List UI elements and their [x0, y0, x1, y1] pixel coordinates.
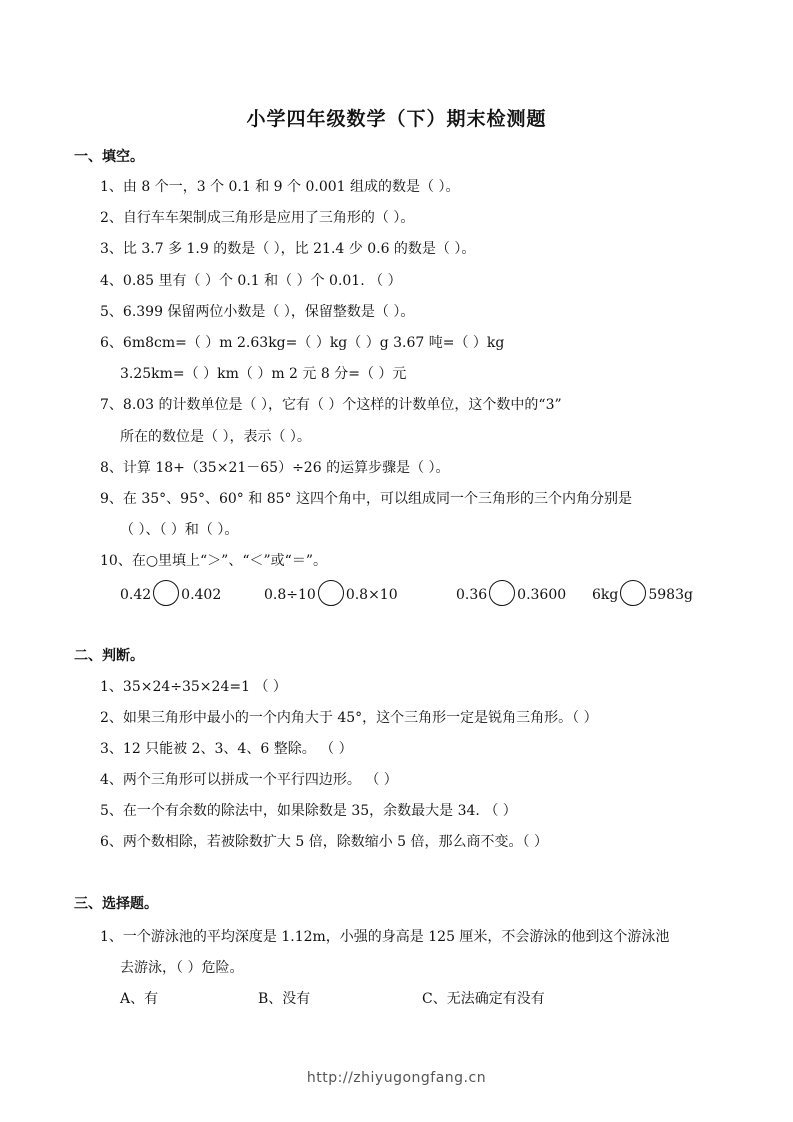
comparison-item [264, 582, 398, 608]
question-fill-5: 5、6.399 保留两位小数是（ ），保留整数是（ ）。 [100, 304, 415, 320]
question-fill-9: 9、在 35°、95°、60° 和 85° 这四个角中，可以组成同一个三角形的三个内角分别是 [100, 491, 632, 507]
question-fill-9-line2: （ ）、（ ）和（ ）。 [120, 522, 239, 538]
question-fill-6: 6、6m8cm=（ ）m 2.63kg=（ ）kg（ ）g 3.67 吨=（ ）kg [100, 335, 505, 351]
section-heading-judge: 二、判断。 [74, 648, 144, 664]
comparison-left: 0.8÷10 [264, 587, 316, 603]
question-fill-1: 1、由 8 个一，3 个 0.1 和 9 个 0.001 组成的数是（ ）。 [100, 179, 460, 195]
question-fill-3: 3、比 3.7 多 1.9 的数是（ ），比 21.4 少 0.6 的数是（ ）。 [100, 241, 476, 257]
comparison-right: 0.8×10 [345, 587, 398, 603]
question-judge-4: 4、两个三角形可以拼成一个平行四边形。 （ ） [100, 772, 398, 788]
question-judge-2: 2、如果三角形中最小的一个内角大于 45°，这个三角形一定是锐角三角形。（ ） [100, 710, 598, 726]
blank-circle-icon[interactable] [153, 580, 179, 606]
question-fill-8: 8、计算 18+（35×21－65）÷26 的运算步骤是（ ）。 [100, 460, 450, 476]
choice-option-a[interactable]: A、有 [120, 991, 159, 1007]
comparison-left: 6kg [592, 587, 619, 603]
question-choice-1-line2: 去游泳，（ ）危险。 [120, 960, 244, 976]
comparison-right: 5983g [648, 587, 693, 603]
page-title: 小学四年级数学（下）期末检测题 [246, 108, 547, 130]
blank-circle-icon[interactable] [489, 580, 515, 606]
comparison-left: 0.36 [456, 587, 488, 603]
blank-circle-icon[interactable] [318, 580, 344, 606]
comparison-right: 0.3600 [517, 587, 567, 603]
question-fill-6-line2: 3.25km=（ ）km（ ）m 2 元 8 分=（ ）元 [120, 366, 407, 382]
question-fill-7: 7、8.03 的计数单位是（ ），它有（ ）个这样的计数单位，这个数中的“3” [100, 397, 562, 413]
question-choice-1: 1、一个游泳池的平均深度是 1.12m，小强的身高是 125 厘米，不会游泳的他到这个游泳池 [100, 929, 670, 945]
question-judge-3: 3、12 只能被 2、3、4、6 整除。 （ ） [100, 741, 353, 757]
comparison-right: 0.402 [181, 587, 222, 603]
section-heading-fill-in: 一、填空。 [74, 149, 144, 165]
question-fill-4: 4、0.85 里有（ ）个 0.1 和（ ）个 0.01. （ ） [100, 273, 402, 289]
footer-url[interactable]: http://zhiyugongfang.cn [306, 1070, 487, 1086]
question-judge-6: 6、两个数相除，若被除数扩大 5 倍，除数缩小 5 倍，那么商不变。（ ） [100, 834, 548, 850]
choice-option-b[interactable]: B、没有 [258, 991, 311, 1007]
question-fill-7-line2: 所在的数位是（ ），表示（ ）。 [120, 429, 311, 445]
comparison-left: 0.42 [120, 587, 152, 603]
comparison-item [592, 582, 693, 608]
section-heading-choice: 三、选择题。 [74, 896, 158, 912]
question-judge-5: 5、在一个有余数的除法中，如果除数是 35，余数最大是 34. （ ） [100, 803, 517, 819]
comparison-item [120, 582, 221, 608]
question-fill-2: 2、自行车车架制成三角形是应用了三角形的（ ）。 [100, 210, 415, 226]
choice-option-c[interactable]: C、无法确定有没有 [422, 991, 545, 1007]
question-judge-1: 1、35×24÷35×24=1 （ ） [100, 679, 287, 695]
question-fill-10: 10、在○里填上“＞”、“＜”或“＝”。 [100, 553, 327, 569]
comparison-item [456, 582, 566, 608]
blank-circle-icon[interactable] [620, 580, 646, 606]
